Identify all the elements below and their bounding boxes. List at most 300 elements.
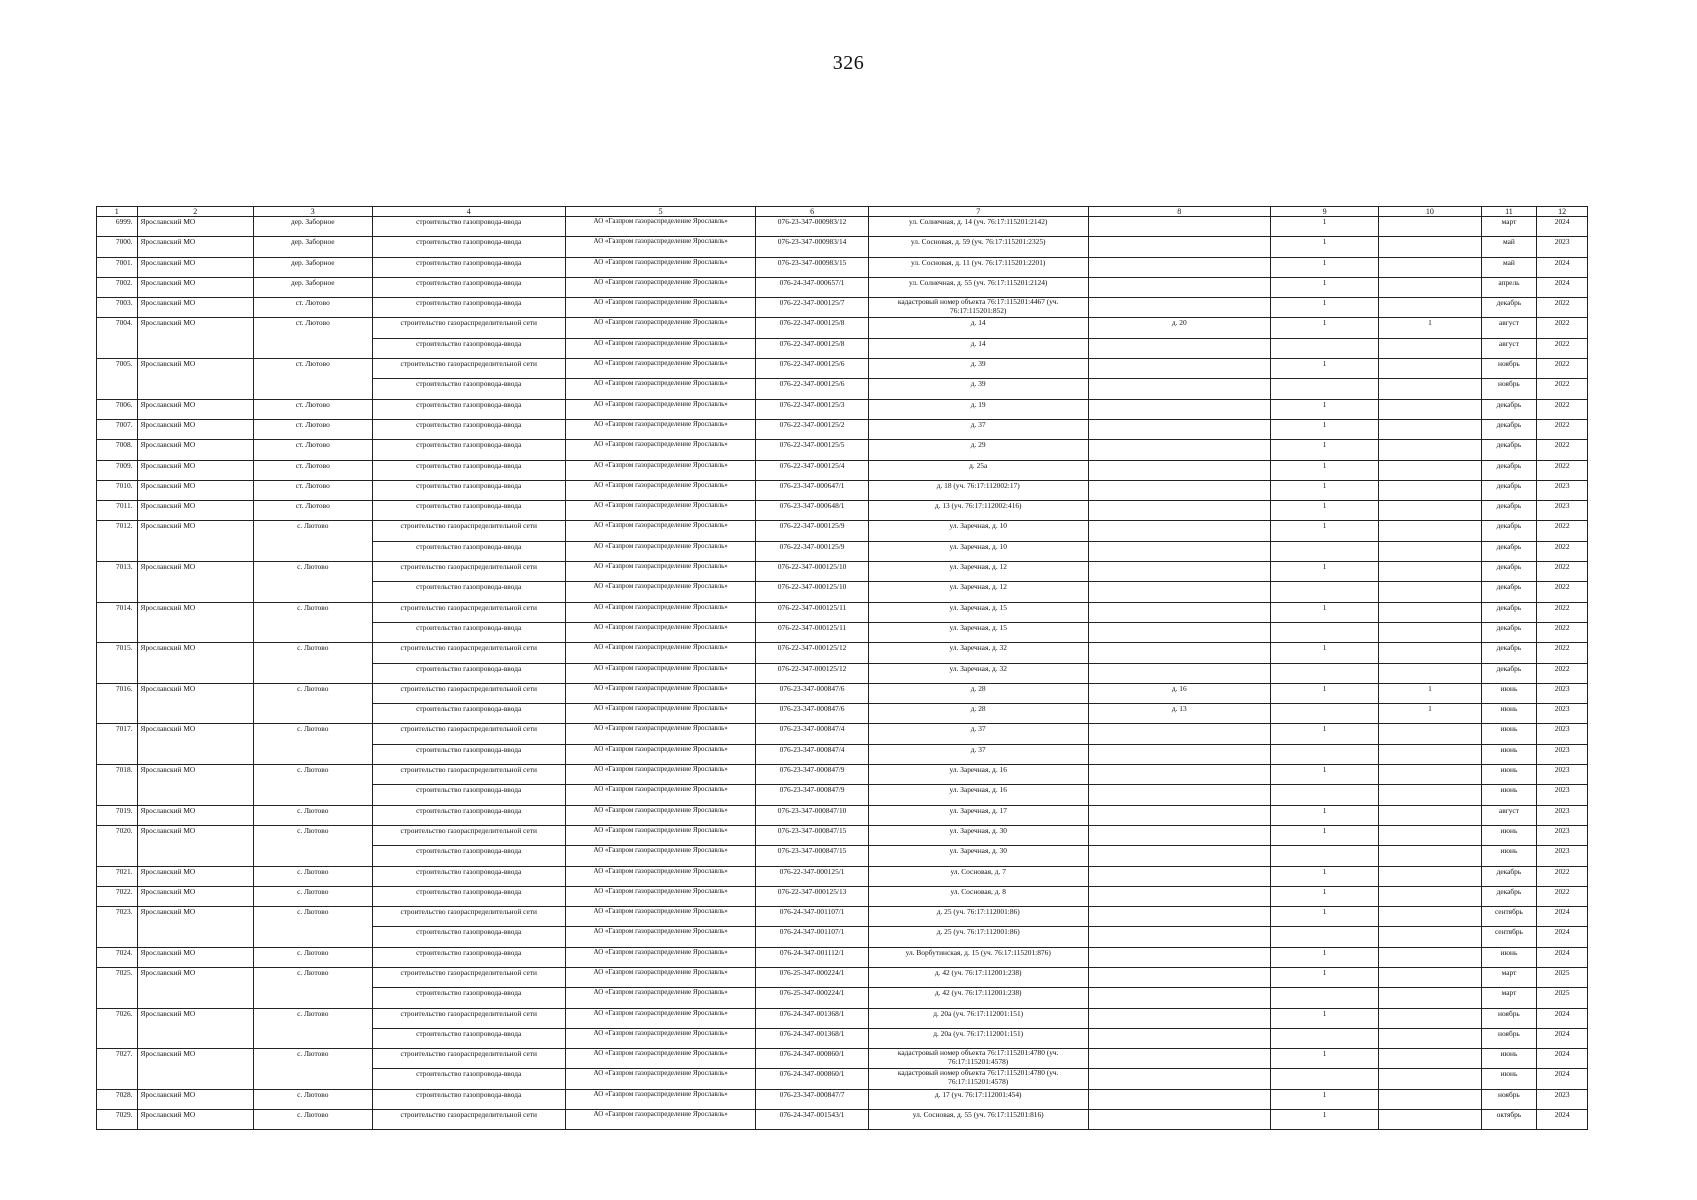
year-cell: 2024 <box>1537 947 1588 967</box>
organization-cell: АО «Газпром газораспределение Ярославль» <box>565 1028 755 1048</box>
address-cell: ул. Заречная, д. 12 <box>868 582 1088 602</box>
organization-cell: АО «Газпром газораспределение Ярославль» <box>565 947 755 967</box>
count-extra-cell <box>1379 501 1481 521</box>
table-row <box>97 480 1588 500</box>
gas-connection-register-table <box>96 206 1588 1130</box>
count-cell <box>1270 663 1378 683</box>
count-cell: 1 <box>1270 298 1378 318</box>
address-cell: д. 39 <box>868 359 1088 379</box>
permit-number-cell: 076-22-347-000125/10 <box>756 582 868 602</box>
month-cell: ноябрь <box>1481 359 1537 379</box>
table-row <box>97 866 1588 886</box>
extra-address-cell <box>1088 582 1270 602</box>
permit-number-cell: 076-23-347-000847/4 <box>756 724 868 744</box>
count-cell <box>1270 1069 1378 1089</box>
year-cell: 2022 <box>1537 440 1588 460</box>
count-extra-cell <box>1379 866 1481 886</box>
permit-number-cell: 076-24-347-000657/1 <box>756 277 868 297</box>
organization-cell: АО «Газпром газораспределение Ярославль» <box>565 1110 755 1130</box>
district-cell: Ярославский МО <box>137 501 253 521</box>
extra-address-cell <box>1088 785 1270 805</box>
organization-cell: АО «Газпром газораспределение Ярославль» <box>565 846 755 866</box>
table-row <box>97 886 1588 906</box>
count-extra-cell <box>1379 1028 1481 1048</box>
extra-address-cell <box>1088 886 1270 906</box>
count-extra-cell <box>1379 1049 1481 1069</box>
count-cell: 1 <box>1270 277 1378 297</box>
organization-cell: АО «Газпром газораспределение Ярославль» <box>565 643 755 663</box>
district-cell: Ярославский МО <box>137 1049 253 1090</box>
organization-cell: АО «Газпром газораспределение Ярославль» <box>565 318 755 338</box>
organization-cell: АО «Газпром газораспределение Ярославль» <box>565 257 755 277</box>
count-cell: 1 <box>1270 825 1378 845</box>
organization-cell: АО «Газпром газораспределение Ярославль» <box>565 967 755 987</box>
count-extra-cell <box>1379 846 1481 866</box>
year-cell: 2022 <box>1537 318 1588 338</box>
count-cell <box>1270 927 1378 947</box>
settlement-cell: дер. Заборное <box>254 217 373 237</box>
work-type-cell: строительство газопровода-ввода <box>372 927 565 947</box>
entry-number-cell: 7021. <box>97 866 138 886</box>
address-cell: ул. Заречная, д. 30 <box>868 846 1088 866</box>
year-cell: 2023 <box>1537 724 1588 744</box>
count-extra-cell <box>1379 643 1481 663</box>
address-cell: ул. Заречная, д. 32 <box>868 663 1088 683</box>
count-cell: 1 <box>1270 440 1378 460</box>
count-cell: 1 <box>1270 399 1378 419</box>
count-extra-cell <box>1379 440 1481 460</box>
permit-number-cell: 076-22-347-000125/5 <box>756 440 868 460</box>
permit-number-cell: 076-22-347-000125/10 <box>756 562 868 582</box>
extra-address-cell <box>1088 277 1270 297</box>
month-cell: июнь <box>1481 785 1537 805</box>
month-cell: ноябрь <box>1481 1089 1537 1109</box>
column-number: 9 <box>1270 207 1378 217</box>
settlement-cell: дер. Заборное <box>254 237 373 257</box>
permit-number-cell: 076-23-347-000847/9 <box>756 785 868 805</box>
permit-number-cell: 076-22-347-000125/1 <box>756 866 868 886</box>
settlement-cell: с. Лютово <box>254 724 373 765</box>
settlement-cell: с. Лютово <box>254 1049 373 1090</box>
permit-number-cell: 076-24-347-001107/1 <box>756 927 868 947</box>
table-row <box>97 805 1588 825</box>
count-extra-cell <box>1379 582 1481 602</box>
district-cell: Ярославский МО <box>137 1089 253 1109</box>
count-extra-cell <box>1379 785 1481 805</box>
count-cell: 1 <box>1270 237 1378 257</box>
count-extra-cell <box>1379 399 1481 419</box>
year-cell: 2024 <box>1537 1028 1588 1048</box>
month-cell: август <box>1481 318 1537 338</box>
work-type-cell: строительство газопровода-ввода <box>372 785 565 805</box>
district-cell: Ярославский МО <box>137 967 253 1008</box>
work-type-cell: строительство газопровода-ввода <box>372 1028 565 1048</box>
permit-number-cell: 076-22-347-000125/9 <box>756 541 868 561</box>
organization-cell: АО «Газпром газораспределение Ярославль» <box>565 440 755 460</box>
address-cell: ул. Заречная, д. 30 <box>868 825 1088 845</box>
month-cell: декабрь <box>1481 440 1537 460</box>
settlement-cell: ст. Лютово <box>254 419 373 439</box>
count-cell <box>1270 379 1378 399</box>
district-cell: Ярославский МО <box>137 765 253 806</box>
count-extra-cell <box>1379 298 1481 318</box>
count-extra-cell <box>1379 825 1481 845</box>
column-number: 8 <box>1088 207 1270 217</box>
organization-cell: АО «Газпром газораспределение Ярославль» <box>565 704 755 724</box>
month-cell: декабрь <box>1481 298 1537 318</box>
month-cell: декабрь <box>1481 602 1537 622</box>
work-type-cell: строительство газораспределительной сети <box>372 907 565 927</box>
count-cell: 1 <box>1270 967 1378 987</box>
work-type-cell: строительство газопровода-ввода <box>372 480 565 500</box>
month-cell: июнь <box>1481 846 1537 866</box>
entry-number-cell: 7006. <box>97 399 138 419</box>
extra-address-cell <box>1088 846 1270 866</box>
column-number: 5 <box>565 207 755 217</box>
work-type-cell: строительство газораспределительной сети <box>372 825 565 845</box>
address-cell: д. 20а (уч. 76:17:112001:151) <box>868 1028 1088 1048</box>
address-cell: ул. Сосновая, д. 59 (уч. 76:17:115201:2325) <box>868 237 1088 257</box>
year-cell: 2022 <box>1537 379 1588 399</box>
count-extra-cell <box>1379 622 1481 642</box>
year-cell: 2023 <box>1537 704 1588 724</box>
address-cell: д. 25 (уч. 76:17:112001:86) <box>868 907 1088 927</box>
settlement-cell: с. Лютово <box>254 805 373 825</box>
extra-address-cell <box>1088 907 1270 927</box>
permit-number-cell: 076-22-347-000125/4 <box>756 460 868 480</box>
entry-number-cell: 7018. <box>97 765 138 806</box>
organization-cell: АО «Газпром газораспределение Ярославль» <box>565 562 755 582</box>
permit-number-cell: 076-22-347-000125/3 <box>756 399 868 419</box>
count-cell: 1 <box>1270 1089 1378 1109</box>
year-cell: 2024 <box>1537 277 1588 297</box>
work-type-cell: строительство газораспределительной сети <box>372 643 565 663</box>
year-cell: 2022 <box>1537 582 1588 602</box>
address-cell: д. 20а (уч. 76:17:112001:151) <box>868 1008 1088 1028</box>
permit-number-cell: 076-24-347-001368/1 <box>756 1008 868 1028</box>
year-cell: 2022 <box>1537 298 1588 318</box>
count-cell: 1 <box>1270 419 1378 439</box>
settlement-cell: с. Лютово <box>254 765 373 806</box>
entry-number-cell: 7010. <box>97 480 138 500</box>
entry-number-cell: 6999. <box>97 217 138 237</box>
count-extra-cell <box>1379 277 1481 297</box>
table-row <box>97 257 1588 277</box>
year-cell: 2022 <box>1537 419 1588 439</box>
address-cell: ул. Заречная, д. 12 <box>868 562 1088 582</box>
entry-number-cell: 7009. <box>97 460 138 480</box>
permit-number-cell: 076-23-347-000847/7 <box>756 1089 868 1109</box>
settlement-cell: с. Лютово <box>254 1008 373 1049</box>
extra-address-cell <box>1088 744 1270 764</box>
year-cell: 2025 <box>1537 988 1588 1008</box>
page-number: 326 <box>832 52 865 74</box>
district-cell: Ярославский МО <box>137 907 253 948</box>
work-type-cell: строительство газопровода-ввода <box>372 440 565 460</box>
count-cell: 1 <box>1270 521 1378 541</box>
table-row <box>97 277 1588 297</box>
entry-number-cell: 7015. <box>97 643 138 684</box>
column-number: 4 <box>372 207 565 217</box>
organization-cell: АО «Газпром газораспределение Ярославль» <box>565 460 755 480</box>
address-cell: ул. Ворбутинская, д. 15 (уч. 76:17:115201:876) <box>868 947 1088 967</box>
table-row <box>97 907 1588 927</box>
extra-address-cell <box>1088 988 1270 1008</box>
extra-address-cell <box>1088 399 1270 419</box>
extra-address-cell <box>1088 379 1270 399</box>
month-cell: декабрь <box>1481 886 1537 906</box>
district-cell: Ярославский МО <box>137 298 253 318</box>
month-cell: апрель <box>1481 277 1537 297</box>
work-type-cell: строительство газопровода-ввода <box>372 886 565 906</box>
address-cell: кадастровый номер объекта 76:17:115201:4780 (уч. 76:17:115201:4578) <box>868 1049 1088 1069</box>
settlement-cell: с. Лютово <box>254 521 373 562</box>
month-cell: декабрь <box>1481 419 1537 439</box>
extra-address-cell <box>1088 419 1270 439</box>
table-row <box>97 521 1588 541</box>
month-cell: ноябрь <box>1481 379 1537 399</box>
permit-number-cell: 076-24-347-000860/1 <box>756 1069 868 1089</box>
work-type-cell: строительство газопровода-ввода <box>372 988 565 1008</box>
month-cell: декабрь <box>1481 582 1537 602</box>
extra-address-cell <box>1088 217 1270 237</box>
settlement-cell: с. Лютово <box>254 947 373 967</box>
district-cell: Ярославский МО <box>137 1008 253 1049</box>
extra-address-cell <box>1088 663 1270 683</box>
work-type-cell: строительство газопровода-ввода <box>372 298 565 318</box>
work-type-cell: строительство газопровода-ввода <box>372 622 565 642</box>
entry-number-cell: 7027. <box>97 1049 138 1090</box>
count-extra-cell <box>1379 1089 1481 1109</box>
count-extra-cell <box>1379 460 1481 480</box>
permit-number-cell: 076-22-347-000125/11 <box>756 622 868 642</box>
month-cell: июнь <box>1481 683 1537 703</box>
extra-address-cell <box>1088 927 1270 947</box>
year-cell: 2024 <box>1537 257 1588 277</box>
work-type-cell: строительство газопровода-ввода <box>372 541 565 561</box>
table-row <box>97 825 1588 845</box>
organization-cell: АО «Газпром газораспределение Ярославль» <box>565 1049 755 1069</box>
district-cell: Ярославский МО <box>137 237 253 257</box>
count-cell: 1 <box>1270 359 1378 379</box>
work-type-cell: строительство газопровода-ввода <box>372 744 565 764</box>
permit-number-cell: 076-23-347-000847/4 <box>756 744 868 764</box>
count-cell: 1 <box>1270 765 1378 785</box>
work-type-cell: строительство газораспределительной сети <box>372 318 565 338</box>
settlement-cell: дер. Заборное <box>254 257 373 277</box>
work-type-cell: строительство газораспределительной сети <box>372 765 565 785</box>
month-cell: июнь <box>1481 704 1537 724</box>
month-cell: июнь <box>1481 765 1537 785</box>
settlement-cell: с. Лютово <box>254 825 373 866</box>
count-extra-cell <box>1379 562 1481 582</box>
district-cell: Ярославский МО <box>137 277 253 297</box>
year-cell: 2022 <box>1537 562 1588 582</box>
extra-address-cell <box>1088 480 1270 500</box>
settlement-cell: ст. Лютово <box>254 318 373 359</box>
address-cell: д. 17 (уч. 76:17:112001:454) <box>868 1089 1088 1109</box>
organization-cell: АО «Газпром газораспределение Ярославль» <box>565 480 755 500</box>
count-cell: 1 <box>1270 724 1378 744</box>
entry-number-cell: 7025. <box>97 967 138 1008</box>
work-type-cell: строительство газораспределительной сети <box>372 521 565 541</box>
work-type-cell: строительство газопровода-ввода <box>372 501 565 521</box>
organization-cell: АО «Газпром газораспределение Ярославль» <box>565 805 755 825</box>
table-row <box>97 967 1588 987</box>
count-cell: 1 <box>1270 480 1378 500</box>
district-cell: Ярославский МО <box>137 318 253 359</box>
month-cell: декабрь <box>1481 866 1537 886</box>
column-number: 2 <box>137 207 253 217</box>
permit-number-cell: 076-23-347-000983/12 <box>756 217 868 237</box>
entry-number-cell: 7016. <box>97 683 138 724</box>
year-cell: 2024 <box>1537 1069 1588 1089</box>
district-cell: Ярославский МО <box>137 399 253 419</box>
count-extra-cell <box>1379 257 1481 277</box>
year-cell: 2022 <box>1537 541 1588 561</box>
settlement-cell: ст. Лютово <box>254 359 373 400</box>
extra-address-cell <box>1088 1069 1270 1089</box>
settlement-cell: ст. Лютово <box>254 460 373 480</box>
settlement-cell: с. Лютово <box>254 1110 373 1130</box>
address-cell: ул. Заречная, д. 16 <box>868 765 1088 785</box>
month-cell: сентябрь <box>1481 927 1537 947</box>
organization-cell: АО «Газпром газораспределение Ярославль» <box>565 825 755 845</box>
count-cell: 1 <box>1270 866 1378 886</box>
organization-cell: АО «Газпром газораспределение Ярославль» <box>565 744 755 764</box>
year-cell: 2023 <box>1537 237 1588 257</box>
address-cell: д. 18 (уч. 76:17:112002:17) <box>868 480 1088 500</box>
table-row <box>97 399 1588 419</box>
address-cell: кадастровый номер объекта 76:17:115201:4467 (уч. 76:17:115201:852) <box>868 298 1088 318</box>
month-cell: ноябрь <box>1481 1028 1537 1048</box>
organization-cell: АО «Газпром газораспределение Ярославль» <box>565 501 755 521</box>
entry-number-cell: 7026. <box>97 1008 138 1049</box>
address-cell: д. 42 (уч. 76:17:112001:238) <box>868 967 1088 987</box>
address-cell: д. 14 <box>868 318 1088 338</box>
month-cell: март <box>1481 988 1537 1008</box>
column-number: 10 <box>1379 207 1481 217</box>
settlement-cell: с. Лютово <box>254 1089 373 1109</box>
address-cell: ул. Заречная, д. 15 <box>868 602 1088 622</box>
work-type-cell: строительство газораспределительной сети <box>372 967 565 987</box>
table-row <box>97 643 1588 663</box>
month-cell: декабрь <box>1481 562 1537 582</box>
year-cell: 2025 <box>1537 967 1588 987</box>
work-type-cell: строительство газопровода-ввода <box>372 1069 565 1089</box>
address-cell: д. 25 (уч. 76:17:112001:86) <box>868 927 1088 947</box>
work-type-cell: строительство газопровода-ввода <box>372 663 565 683</box>
table-row <box>97 440 1588 460</box>
district-cell: Ярославский МО <box>137 460 253 480</box>
entry-number-cell: 7008. <box>97 440 138 460</box>
table-row <box>97 765 1588 785</box>
extra-address-cell <box>1088 724 1270 744</box>
entry-number-cell: 7017. <box>97 724 138 765</box>
extra-address-cell: д. 20 <box>1088 318 1270 338</box>
month-cell: июнь <box>1481 825 1537 845</box>
district-cell: Ярославский МО <box>137 805 253 825</box>
column-number: 6 <box>756 207 868 217</box>
count-extra-cell <box>1379 967 1481 987</box>
permit-number-cell: 076-22-347-000125/8 <box>756 338 868 358</box>
month-cell: август <box>1481 805 1537 825</box>
address-cell: д. 19 <box>868 399 1088 419</box>
settlement-cell: с. Лютово <box>254 602 373 643</box>
month-cell: май <box>1481 237 1537 257</box>
district-cell: Ярославский МО <box>137 886 253 906</box>
permit-number-cell: 076-23-347-000847/15 <box>756 825 868 845</box>
extra-address-cell <box>1088 1028 1270 1048</box>
year-cell: 2023 <box>1537 683 1588 703</box>
organization-cell: АО «Газпром газораспределение Ярославль» <box>565 785 755 805</box>
permit-number-cell: 076-24-347-000860/1 <box>756 1049 868 1069</box>
table-row <box>97 318 1588 338</box>
extra-address-cell <box>1088 338 1270 358</box>
permit-number-cell: 076-22-347-000125/8 <box>756 318 868 338</box>
extra-address-cell: д. 13 <box>1088 704 1270 724</box>
organization-cell: АО «Газпром газораспределение Ярославль» <box>565 399 755 419</box>
table-row <box>97 602 1588 622</box>
entry-number-cell: 7004. <box>97 318 138 359</box>
district-cell: Ярославский МО <box>137 480 253 500</box>
year-cell: 2022 <box>1537 602 1588 622</box>
count-extra-cell <box>1379 521 1481 541</box>
month-cell: июнь <box>1481 724 1537 744</box>
permit-number-cell: 076-23-347-000847/15 <box>756 846 868 866</box>
table-row <box>97 1089 1588 1109</box>
permit-number-cell: 076-25-347-000224/1 <box>756 988 868 1008</box>
entry-number-cell: 7002. <box>97 277 138 297</box>
address-cell: д. 13 (уч. 76:17:112002:416) <box>868 501 1088 521</box>
year-cell: 2023 <box>1537 825 1588 845</box>
table-row <box>97 460 1588 480</box>
table-row <box>97 1049 1588 1069</box>
extra-address-cell <box>1088 602 1270 622</box>
month-cell: июнь <box>1481 1049 1537 1069</box>
address-cell: д. 37 <box>868 724 1088 744</box>
entry-number-cell: 7003. <box>97 298 138 318</box>
address-cell: д. 29 <box>868 440 1088 460</box>
count-extra-cell <box>1379 237 1481 257</box>
permit-number-cell: 076-24-347-001107/1 <box>756 907 868 927</box>
table-row <box>97 237 1588 257</box>
year-cell: 2024 <box>1537 1049 1588 1069</box>
extra-address-cell <box>1088 643 1270 663</box>
count-cell: 1 <box>1270 318 1378 338</box>
count-cell: 1 <box>1270 1110 1378 1130</box>
address-cell: ул. Сосновая, д. 11 (уч. 76:17:115201:2201) <box>868 257 1088 277</box>
permit-number-cell: 076-22-347-000125/12 <box>756 663 868 683</box>
extra-address-cell <box>1088 967 1270 987</box>
count-extra-cell <box>1379 1008 1481 1028</box>
settlement-cell: ст. Лютово <box>254 399 373 419</box>
organization-cell: АО «Газпром газораспределение Ярославль» <box>565 379 755 399</box>
address-cell: д. 42 (уч. 76:17:112001:238) <box>868 988 1088 1008</box>
count-extra-cell <box>1379 1110 1481 1130</box>
month-cell: декабрь <box>1481 399 1537 419</box>
year-cell: 2022 <box>1537 460 1588 480</box>
year-cell: 2024 <box>1537 217 1588 237</box>
entry-number-cell: 7014. <box>97 602 138 643</box>
organization-cell: АО «Газпром газораспределение Ярославль» <box>565 602 755 622</box>
address-cell: д. 14 <box>868 338 1088 358</box>
count-cell: 1 <box>1270 562 1378 582</box>
year-cell: 2022 <box>1537 338 1588 358</box>
extra-address-cell <box>1088 440 1270 460</box>
extra-address-cell <box>1088 1049 1270 1069</box>
entry-number-cell: 7001. <box>97 257 138 277</box>
